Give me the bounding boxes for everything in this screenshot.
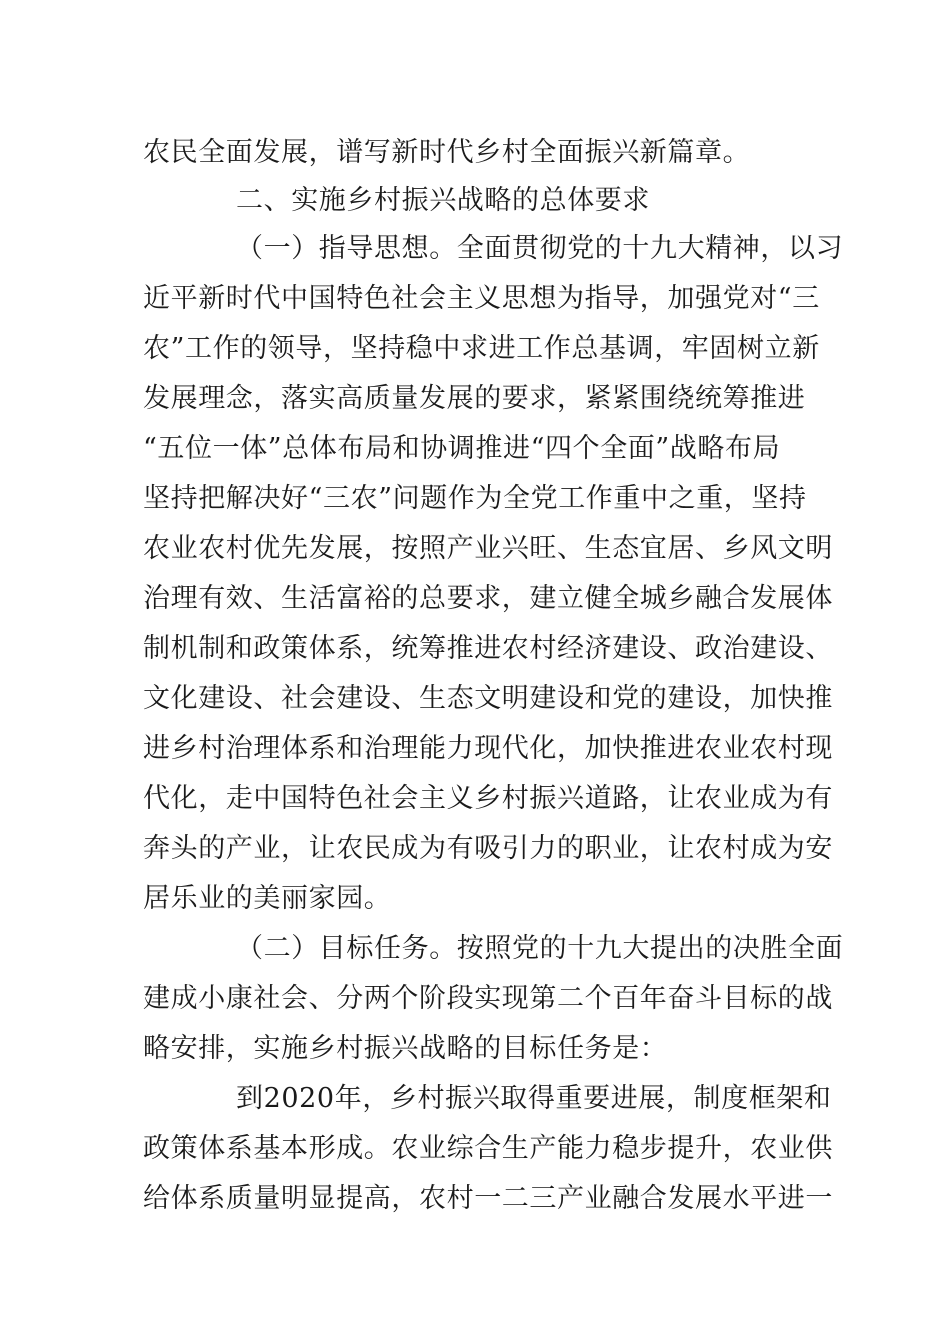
paragraph-line: （二）目标任务。按照党的十九大提出的决胜全面 <box>236 933 844 964</box>
paragraph-line: “五位一体”总体布局和协调推进“四个全面”战略布局 <box>143 433 781 464</box>
section-heading: 二、实施乡村振兴战略的总体要求 <box>236 185 650 216</box>
paragraph-line: 到2020年，乡村振兴取得重要进展，制度框架和 <box>236 1083 832 1114</box>
paragraph-line: 给体系质量明显提高，农村一二三产业融合发展水平进一 <box>143 1183 833 1214</box>
paragraph-line: 农业农村优先发展，按照产业兴旺、生态宜居、乡风文明 <box>143 533 833 564</box>
paragraph-line: 治理有效、生活富裕的总要求，建立健全城乡融合发展体 <box>143 583 833 614</box>
paragraph-line: 近平新时代中国特色社会主义思想为指导，加强党对“三 <box>143 283 820 314</box>
paragraph-line: 奔头的产业，让农民成为有吸引力的职业，让农村成为安 <box>143 833 833 864</box>
paragraph-line: 坚持把解决好“三农”问题作为全党工作重中之重，坚持 <box>143 483 807 514</box>
paragraph-line: （一）指导思想。全面贯彻党的十九大精神，以习 <box>236 233 844 264</box>
paragraph-line: 建成小康社会、分两个阶段实现第二个百年奋斗目标的战 <box>143 983 833 1014</box>
paragraph-line: 文化建设、社会建设、生态文明建设和党的建设，加快推 <box>143 683 833 714</box>
paragraph-line: 农民全面发展，谱写新时代乡村全面振兴新篇章。 <box>143 137 751 168</box>
paragraph-line: 进乡村治理体系和治理能力现代化，加快推进农业农村现 <box>143 733 833 764</box>
paragraph-line: 制机制和政策体系，统筹推进农村经济建设、政治建设、 <box>143 633 833 664</box>
paragraph-line: 政策体系基本形成。农业综合生产能力稳步提升，农业供 <box>143 1133 833 1164</box>
paragraph-line: 居乐业的美丽家园。 <box>143 883 392 914</box>
paragraph-line: 略安排，实施乡村振兴战略的目标任务是： <box>143 1033 668 1064</box>
paragraph-line: 农”工作的领导，坚持稳中求进工作总基调，牢固树立新 <box>143 333 820 364</box>
paragraph-line: 发展理念，落实高质量发展的要求，紧紧围绕统筹推进 <box>143 383 806 414</box>
paragraph-line: 代化，走中国特色社会主义乡村振兴道路，让农业成为有 <box>143 783 833 814</box>
